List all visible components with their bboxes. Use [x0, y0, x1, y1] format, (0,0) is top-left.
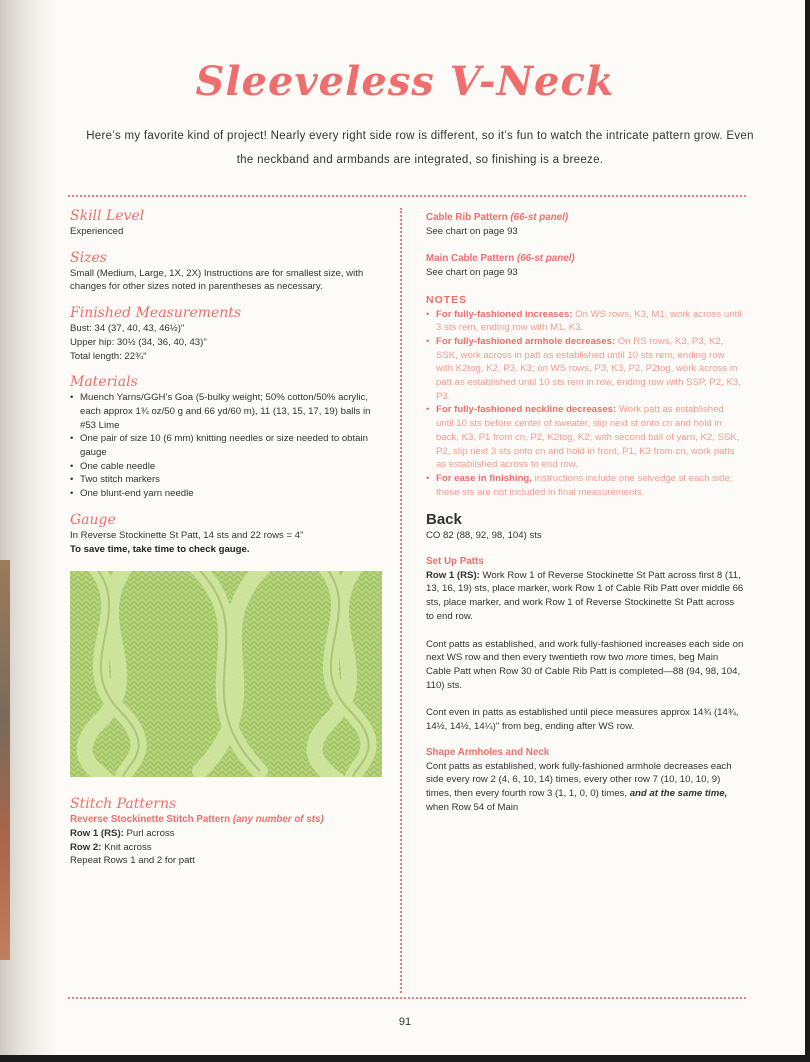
emphasis-text: more	[625, 652, 648, 664]
stitch-repeat: Repeat Rows 1 and 2 for patt	[70, 855, 195, 867]
row-label: Row 2:	[70, 841, 102, 853]
left-column	[70, 207, 388, 868]
upper-hip-line: Upper hip: 30½ (34, 36, 40, 43)"	[70, 336, 207, 348]
stitch-row-2	[70, 841, 388, 855]
paragraph-text: Cont patts as established, work fully-fashioned armhole decreases each side every row 2 (4, 6, 10, 14) times, every other row 7 (10, 10, 10, 9) times, then every fourth row 3 (1, 1, 0, 0) times,	[426, 760, 732, 799]
cable-rib-text: See chart on page 93	[426, 225, 518, 237]
list-item	[426, 308, 744, 335]
page-title: Sleeveless V-Neck	[195, 58, 615, 105]
list-item: • Two stitch markers	[70, 473, 388, 487]
main-cable-heading	[426, 252, 744, 266]
row-text: Knit across	[101, 841, 152, 853]
pattern-note: (66-st panel)	[510, 212, 569, 223]
note-text: instructions include one selvedge st each side; these sts are not included in final measurements.	[436, 472, 733, 498]
adjacent-page-edge	[0, 560, 10, 960]
emphasis-text: and at the same time,	[629, 787, 728, 799]
paragraph-text: when Row 54 of Main	[426, 801, 519, 813]
column-dotted-divider	[400, 208, 402, 993]
sizes-heading: Sizes	[70, 249, 107, 266]
gauge-heading: Gauge	[70, 511, 116, 528]
note-label: For ease in finishing,	[436, 472, 532, 484]
setup-patts-heading: Set Up Patts	[426, 556, 484, 568]
note-label: For fully-fashioned neckline decreases:	[436, 404, 617, 416]
list-item: • Muench Yarns/GGH’s Goa (5-bulky weight; 50% cotton/50% acrylic, each approx 1¾ oz/50 g and 66 yd/60 m), 11 (13, 15, 17, 19) balls in #53 Lime	[70, 391, 388, 432]
paragraph-text: times, beg Main Cable Patt when Row 30 of Cable Rib Patt is completed—88 (94, 98, 104, 110) sts.	[426, 652, 741, 691]
note-label: For fully-fashioned increases:	[436, 308, 573, 320]
materials-heading: Materials	[70, 374, 138, 391]
right-column	[426, 211, 744, 814]
intro-paragraph: Here’s my favorite kind of project! Nearly every right side row is different, so it’s fun to watch the intricate pattern grow. Even the neckband and armbands are integrated, so finishing is a breeze.	[86, 130, 754, 166]
shape-armholes-paragraph	[426, 760, 744, 815]
skill-text: Experienced	[70, 226, 124, 237]
skill-heading: Skill Level	[70, 208, 145, 224]
list-item: • One blunt-end yarn needle	[70, 487, 388, 501]
back-heading: Back	[426, 511, 462, 529]
note-text: Work patt as established until 10 sts before center of sweater, slip next st onto cn and hold in back, K3, P1 from cn, P2, K2tog, K2; with second ball of yarn, K2, SSK, P2, slip next 3 sts onto cn and hold in front, P1, K3 from cn, work patts as established across to end row.	[436, 404, 740, 471]
finished-heading: Finished Measurements	[70, 305, 242, 322]
gauge-text: In Reverse Stockinette St Patt, 14 sts and 22 rows = 4"	[70, 529, 304, 541]
main-cable-text: See chart on page 93	[426, 267, 518, 279]
note-text: On RS rows, K3, P3, K2, SSK, work across in patt as established until 10 sts rem, ending row with K2tog, K2, P3, K3; on WS rows, P3, K3, P2, P2tog, work across in patt as established until 10 sts rem in row, ending row with SSP, P2, K3, P3.	[436, 335, 741, 402]
list-item: • One cable needle	[70, 460, 388, 474]
row-text: Purl across	[123, 827, 175, 839]
list-item	[426, 403, 744, 472]
knit-swatch-photo	[70, 571, 382, 777]
pattern-note: (any number of sts)	[232, 814, 324, 826]
reverse-stockinette-heading	[70, 813, 388, 827]
list-item: • One pair of size 10 (6 mm) knitting needles or size needed to obtain gauge	[70, 432, 388, 459]
stitch-patterns-heading: Stitch Patterns	[70, 796, 177, 813]
sizes-text: Small (Medium, Large, 1X, 2X) Instructions are for smallest size, with changes for other sizes noted in parentheses as necessary.	[70, 267, 364, 293]
row-text: Work Row 1 of Reverse Stockinette St Patt across first 8 (11, 13, 16, 19) sts, place marker, work Row 1 of Cable Rib Patt over middle 66 sts, place marker, and work Row 1 of Reverse Stockinette St Patt across to end row.	[426, 569, 744, 622]
pattern-name: Main Cable Pattern	[426, 253, 515, 265]
back-cast-on: CO 82 (88, 92, 98, 104) sts	[426, 530, 542, 542]
notes-list	[426, 308, 744, 500]
materials-list	[70, 391, 388, 501]
note-text: On WS rows, K3, M1, work across until 3 sts rem, ending row with M1, K3.	[436, 308, 742, 334]
row-label: Row 1 (RS):	[426, 569, 480, 581]
top-dotted-divider	[68, 195, 746, 197]
pattern-name: Reverse Stockinette Stitch Pattern	[70, 814, 231, 826]
page-number: 91	[398, 1016, 412, 1028]
cable-texture-illustration	[70, 571, 382, 777]
pattern-note: (66-st panel)	[516, 253, 575, 265]
bottom-dotted-divider	[68, 997, 746, 999]
total-length-line: Total length: 22¾"	[70, 350, 147, 362]
gauge-check-text: To save time, take time to check gauge.	[70, 543, 250, 555]
note-label: For fully-fashioned armhole decreases:	[436, 335, 616, 347]
bust-line: Bust: 34 (37, 40, 43, 46½)"	[70, 323, 185, 335]
notes-heading: NOTES	[426, 293, 468, 306]
stitch-row-1	[70, 827, 388, 841]
cont-even-paragraph: Cont even in patts as established until piece measures approx 14¾ (14¾, 14½, 14½, 14¼)" from beg, ending after WS row.	[426, 707, 739, 733]
shape-armholes-heading: Shape Armholes and Neck	[426, 746, 550, 758]
row-label: Row 1 (RS):	[70, 827, 124, 839]
list-item	[426, 472, 744, 499]
setup-row-1	[426, 569, 744, 624]
list-item	[426, 335, 744, 404]
pattern-name: Cable Rib Pattern	[426, 212, 508, 223]
cable-rib-heading	[426, 211, 744, 225]
increase-paragraph	[426, 638, 744, 693]
paragraph-text: Cont patts as established, and work fully-fashioned increases each side on next WS row and then every twentieth row two	[426, 638, 744, 664]
